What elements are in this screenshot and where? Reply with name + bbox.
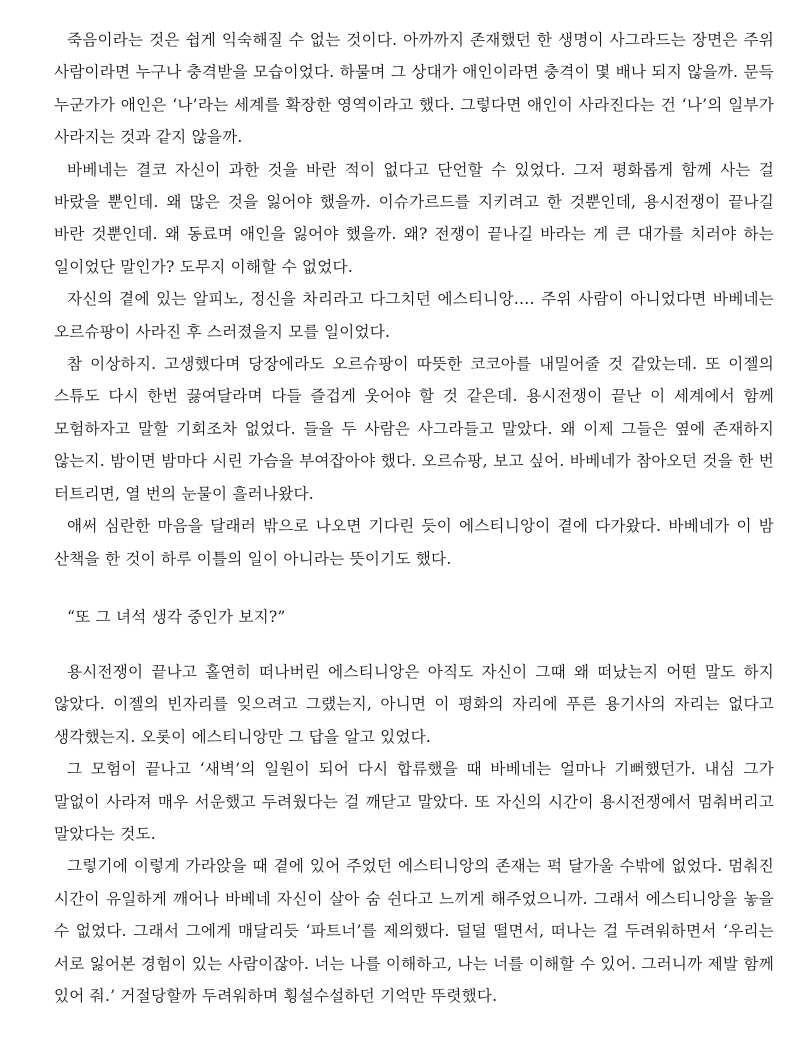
text-body-before (54, 24, 774, 575)
text-body-after (54, 656, 774, 1012)
paragraph: 죽음이라는 것은 쉽게 익숙해질 수 없는 것이다. 아까까지 존재했던 한 생명이 사그라드는 장면은 주위 사람이라면 누구나 충격받을 모습이었다. 하물며 그 상대가 애인이라면 충격이 몇 배나 되지 않을까. 문득 누군가가 애인은 ‘나’라는 세계를 확장한 영역이라고 했다. 그렇다면 애인이 사라진다는 건 ‘나’의 일부가 사라지는 것과 같지 않을까. (54, 31, 774, 147)
paragraph: 용시전쟁이 끝나고 홀연히 떠나버린 에스티니앙은 아직도 자신이 그때 왜 떠났는지 어떤 말도 하지 않았다. 이젤의 빈자리를 잊으려고 그랬는지, 아니면 이 평화의 자리에 푸른 용기사의 자리는 없다고 생각했는지. 오롯이 에스티니앙만 그 답을 알고 있었다. (54, 662, 774, 746)
paragraph: 자신의 곁에 있는 알피노, 정신을 차리라고 다그치던 에스티니앙…. 주위 사람이 아니었다면 바베네는 오르슈팡이 사라진 후 스러졌을지 모를 일이었다. (54, 290, 774, 341)
paragraph: 그 모험이 끝나고 ‘새벽’의 일원이 되어 다시 합류했을 때 바베네는 얼마나 기뻐했던가. 내심 그가 말없이 사라져 매우 서운했고 두려웠다는 걸 깨닫고 말았다. 또 자신의 시간이 용시전쟁에서 멈춰버리고 말았다는 것도. (54, 760, 774, 843)
paragraph: 바베네는 결코 자신이 과한 것을 바란 적이 없다고 단언할 수 있었다. 그저 평화롭게 함께 사는 걸 바랐을 뿐인데. 왜 많은 것을 잃어야 했을까. 이슈가르드를 지키려고 한 것뿐인데, 용시전쟁이 끝나길 바란 것뿐인데. 왜 동료며 애인을 잃어야 했을까. 왜? 전쟁이 끝나길 바라는 게 큰 대가를 치러야 하는 일이었단 말인가? 도무지 이해할 수 없었다. (54, 160, 774, 276)
paragraph: 애써 심란한 마음을 달래러 밖으로 나오면 기다린 듯이 에스티니앙이 곁에 다가왔다. 바베네가 이 밤 산책을 한 것이 하루 이틀의 일이 아니라는 뜻이기도 했다. (54, 517, 774, 568)
paragraph: 참 이상하지. 고생했다며 당장에라도 오르슈팡이 따뜻한 코코아를 내밀어줄 것 같았는데. 또 이젤의 스튜도 다시 한번 끓여달라며 다들 즐겁게 웃어야 할 것 같은데. 용시전쟁이 끝난 이 세계에서 함께 모험하자고 말할 기회조차 없었다. 들을 두 사람은 사그라들고 말았다. 왜 이제 그들은 옆에 존재하지 않는지. 밤이면 밤마다 시린 가슴을 부여잡아야 했다. 오르슈팡, 보고 싶어. 바베네가 참아오던 것을 한 번 터트리면, 열 번의 눈물이 흘러나왔다. (54, 355, 774, 503)
dialogue-line: “또 그 녀석 생각 중인가 보지?” (67, 607, 286, 626)
paragraph: 그렇기에 이렇게 가라앉을 때 곁에 있어 주었던 에스티니앙의 존재는 퍽 달가울 수밖에 없었다. 멈춰진 시간이 유일하게 깨어나 바베네 자신이 살아 숨 쉰다고 느끼게 해주었으니까. 그래서 에스티니앙을 놓을 수 없었다. 그래서 그에게 매달리듯 ‘파트너’를 제의했다. 덜덜 떨면서, 떠나는 걸 두려워하면서 ‘우리는 서로 잃어본 경험이 있는 사람이잖아. 너는 나를 이해하고, 나는 너를 이해할 수 있어. 그러니까 제발 함께 있어 줘.’ 거절당할까 두려워하며 횡설수설하던 기억만 뚜렷했다. (54, 857, 774, 1005)
